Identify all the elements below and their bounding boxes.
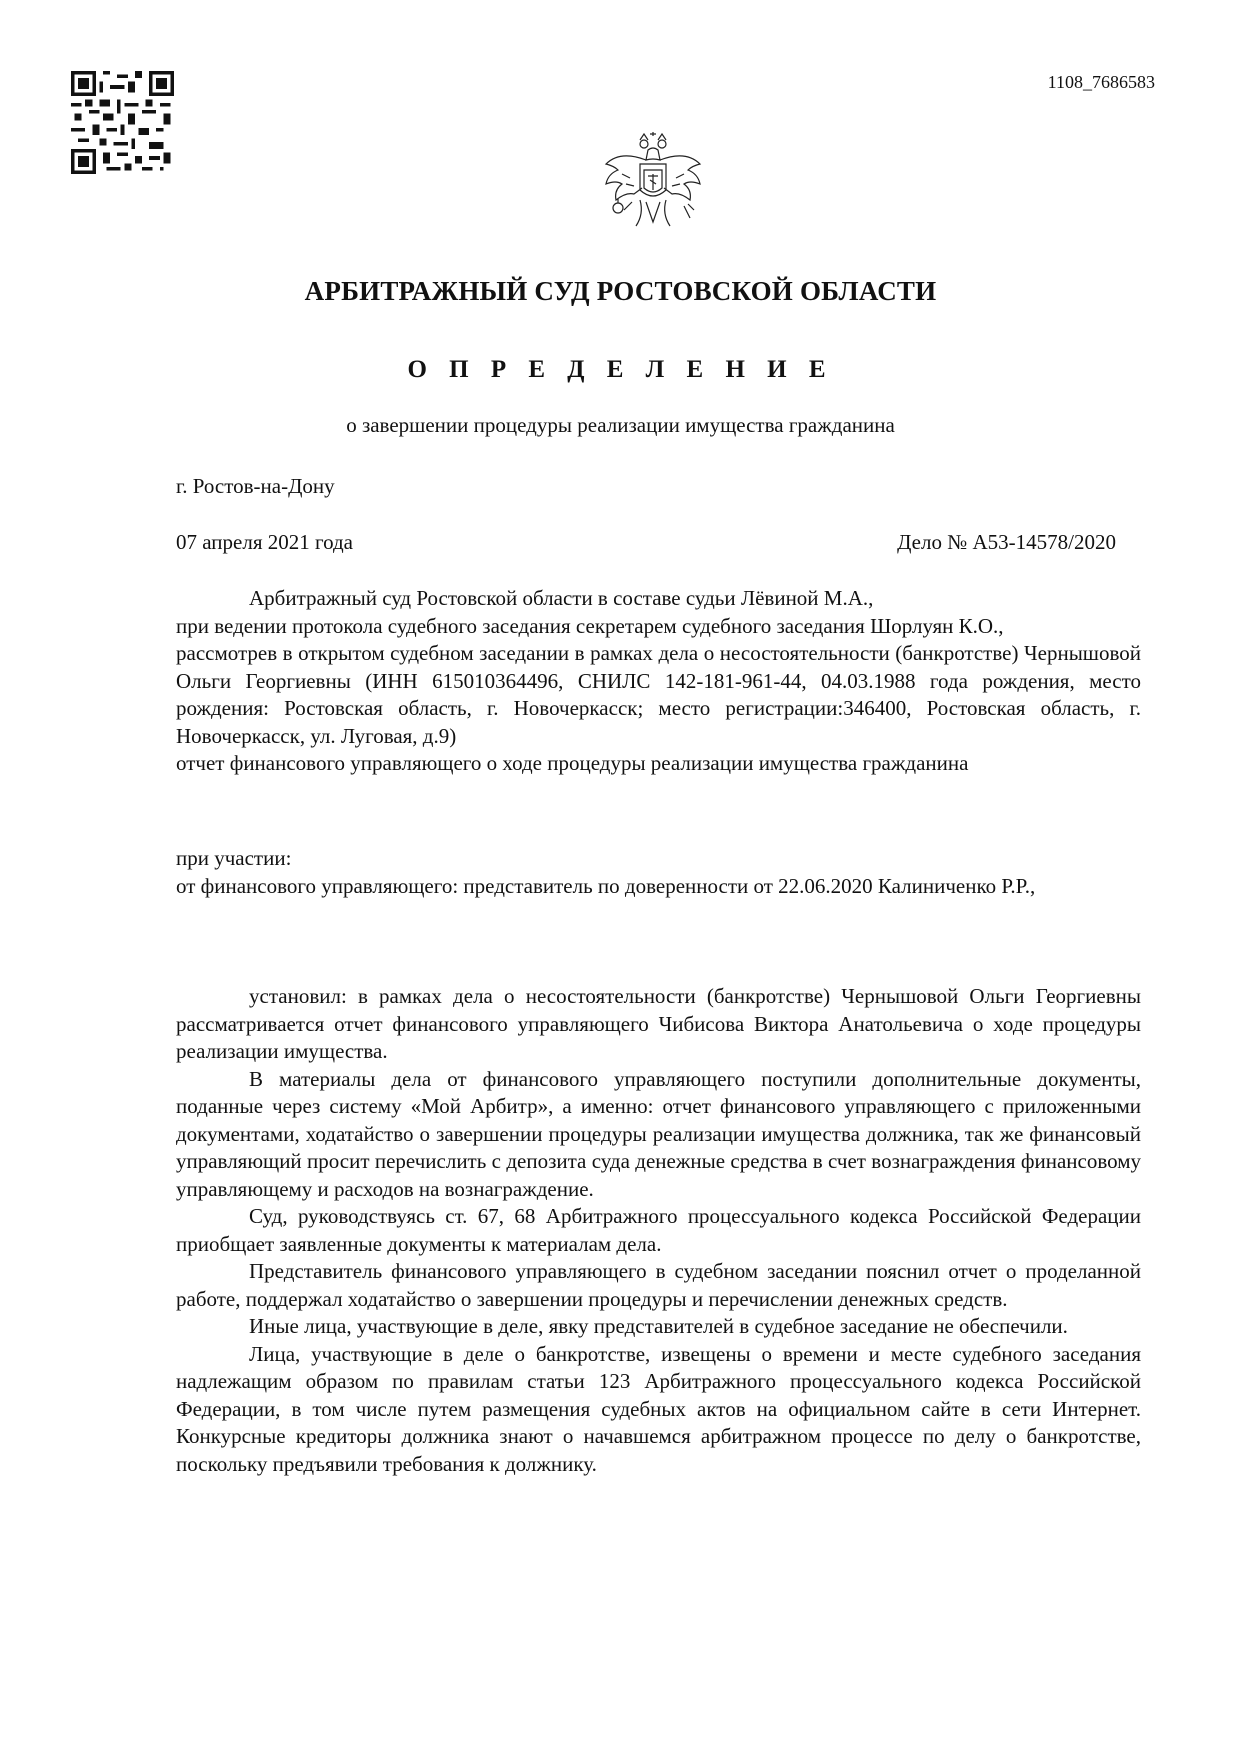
body-paragraph: установил: в рамках дела о несостоятельности (банкротстве) Чернышовой Ольги Георгиевны рассматривается отчет финансового управляющего Чибисова Виктора Анатольевича о ходе процедуры реализации имущества. [176,984,1141,1063]
court-title: АРБИТРАЖНЫЙ СУД РОСТОВСКОЙ ОБЛАСТИ [304,276,937,306]
protocol-secretary: при ведении протокола судебного заседания секретарем судебного заседания Шорлуян К.О., [176,613,1004,638]
participation-label: при участии: [176,846,292,870]
ruling-date: 07 апреля 2021 года [176,530,353,554]
body-paragraph: Представитель финансового управляющего в судебном заседании пояснил отчет о проделанной работе, поддержал ходатайство о завершении процедуры и перечислении денежных средств. [176,1259,1141,1311]
ruling-subtitle: о завершении процедуры реализации имущества гражданина [346,413,895,437]
coat-of-arms-icon [600,130,706,234]
report-subject: отчет финансового управляющего о ходе процедуры реализации имущества гражданина [176,751,969,775]
qr-code-icon [71,71,174,174]
ruling-title: О П Р Е Д Е Л Е Н И Е [407,356,834,383]
participation-section [176,845,1141,900]
city: г. Ростов-на-Дону [176,474,335,498]
court-composition: Арбитражный суд Ростовской области в составе судьи Лёвиной М.А., [249,586,874,610]
ruling-body [176,983,1141,1478]
intro-section [176,585,1141,778]
document-number: 1108_7686583 [1047,72,1155,92]
participation-text: от финансового управляющего: представитель по доверенности от 22.06.2020 Калиниченко Р.Р., [176,873,1036,898]
body-paragraph: В материалы дела от финансового управляющего поступили дополнительные документы, поданные через систему «Мой Арбитр», а именно: отчет финансового управляющего с приложенными документами, ходатайство о завершении процедуры реализации имущества должника, так же финансовый управляющий просит перечислить с депозита суда денежные средства в счет вознаграждения финансовому управляющему и расходов на вознаграждение. [176,1066,1141,1201]
body-paragraph: Иные лица, участвующие в деле, явку представителей в судебное заседание не обеспечили. [249,1314,1068,1338]
case-number: Дело № А53-14578/2020 [897,530,1116,554]
considering-text: рассмотрев в открытом судебном заседании в рамках дела о несостоятельности (банкротстве) Чернышовой Ольги Георгиевны (ИНН 615010364496, СНИЛС 142-181-961-44, 04.03.1988 года рождения, место рождения: Ростовская область, г. Новочеркасск; место регистрации:346400, Ростовская область, г. Новочеркасск, ул. Луговая, д.9) [176,641,1141,748]
body-paragraph: Суд, руководствуясь ст. 67, 68 Арбитражного процессуального кодекса Российской Федерации приобщает заявленные документы к материалам дела. [176,1204,1141,1256]
body-paragraph: Лица, участвующие в деле о банкротстве, извещены о времени и месте судебного заседания надлежащим образом по правилам статьи 123 Арбитражного процессуального кодекса Российской Федерации, в том числе путем размещения судебных актов на официальном сайте в сети Интернет. Конкурсные кредиторы должника знают о начавшемся арбитражном процессе по делу о банкротстве, поскольку предъявили требования к должнику. [176,1341,1141,1476]
